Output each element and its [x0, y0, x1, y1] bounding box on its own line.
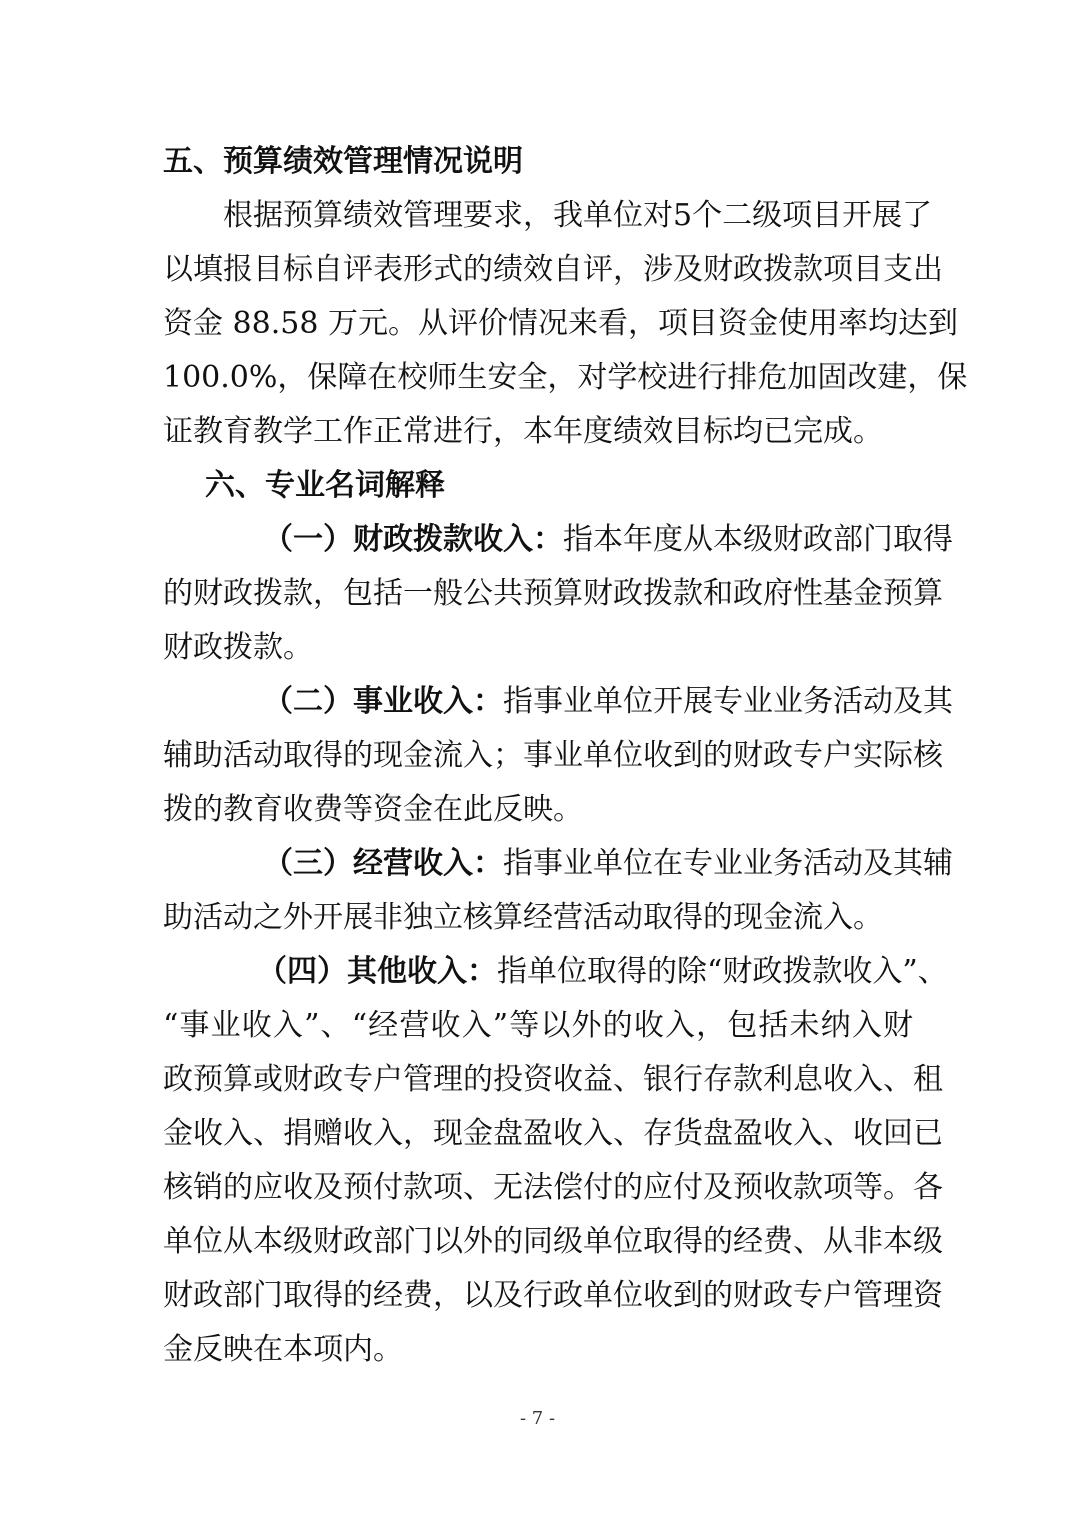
section-5-heading: 五、预算绩效管理情况说明: [163, 144, 523, 179]
definition-3-first-line: [263, 844, 953, 884]
page-number: - 7 -: [519, 1408, 556, 1429]
definition-3-term: （三）经营收入：: [263, 846, 503, 881]
section-5-line-3: 资金 88.58 万元。从评价情况来看，项目资金使用率均达到: [163, 306, 958, 341]
definition-2-term: （二）事业收入：: [263, 684, 503, 719]
definition-4-line-7: 财政部门取得的经费，以及行政单位收到的财政专户管理资: [163, 1278, 943, 1313]
definition-4-first-line: [257, 952, 948, 992]
definition-3-text-start: 指事业单位在专业业务活动及其辅: [503, 846, 953, 881]
definition-1-line-3: 财政拨款。: [163, 630, 313, 665]
section-5-line-4: 100.0%，保障在校师生安全，对学校进行排危加固改建，保: [163, 360, 968, 395]
definition-4-text-start: 指单位取得的除“财政拨款收入”、: [497, 954, 948, 989]
definition-4-line-6: 单位从本级财政部门以外的同级单位取得的经费、从非本级: [163, 1224, 943, 1259]
definition-2-text-start: 指事业单位开展专业业务活动及其: [503, 684, 953, 719]
definition-1-first-line: [263, 520, 953, 560]
definition-3-line-2: 助活动之外开展非独立核算经营活动取得的现金流入。: [163, 900, 883, 935]
definition-4-term: （四）其他收入：: [257, 954, 497, 989]
definition-4-line-2: “事业收入”、“经营收入”等以外的收入，包括未纳入财: [163, 1008, 913, 1043]
section-6-heading: 六、专业名词解释: [205, 468, 445, 503]
definition-2-line-2: 辅助活动取得的现金流入；事业单位收到的财政专户实际核: [163, 738, 943, 773]
definition-2-line-3: 拨的教育收费等资金在此反映。: [163, 792, 583, 827]
definition-1-line-2: 的财政拨款，包括一般公共预算财政拨款和政府性基金预算: [163, 576, 943, 611]
section-5-line-2: 以填报目标自评表形式的绩效自评，涉及财政拨款项目支出: [163, 252, 943, 287]
section-5-line-5: 证教育教学工作正常进行，本年度绩效目标均已完成。: [163, 414, 883, 449]
definition-2-first-line: [263, 682, 953, 722]
section-5-line-1: 根据预算绩效管理要求，我单位对5个二级项目开展了: [223, 198, 933, 233]
definition-4-line-4: 金收入、捐赠收入，现金盘盈收入、存货盘盈收入、收回已: [163, 1116, 943, 1151]
definition-4-line-8: 金反映在本项内。: [163, 1332, 403, 1367]
definition-4-line-3: 政预算或财政专户管理的投资收益、银行存款利息收入、租: [163, 1062, 943, 1097]
definition-1-text-start: 指本年度从本级财政部门取得: [563, 522, 953, 557]
definition-4-line-5: 核销的应收及预付款项、无法偿付的应付及预收款项等。各: [163, 1170, 943, 1205]
definition-1-term: （一）财政拨款收入：: [263, 522, 563, 557]
